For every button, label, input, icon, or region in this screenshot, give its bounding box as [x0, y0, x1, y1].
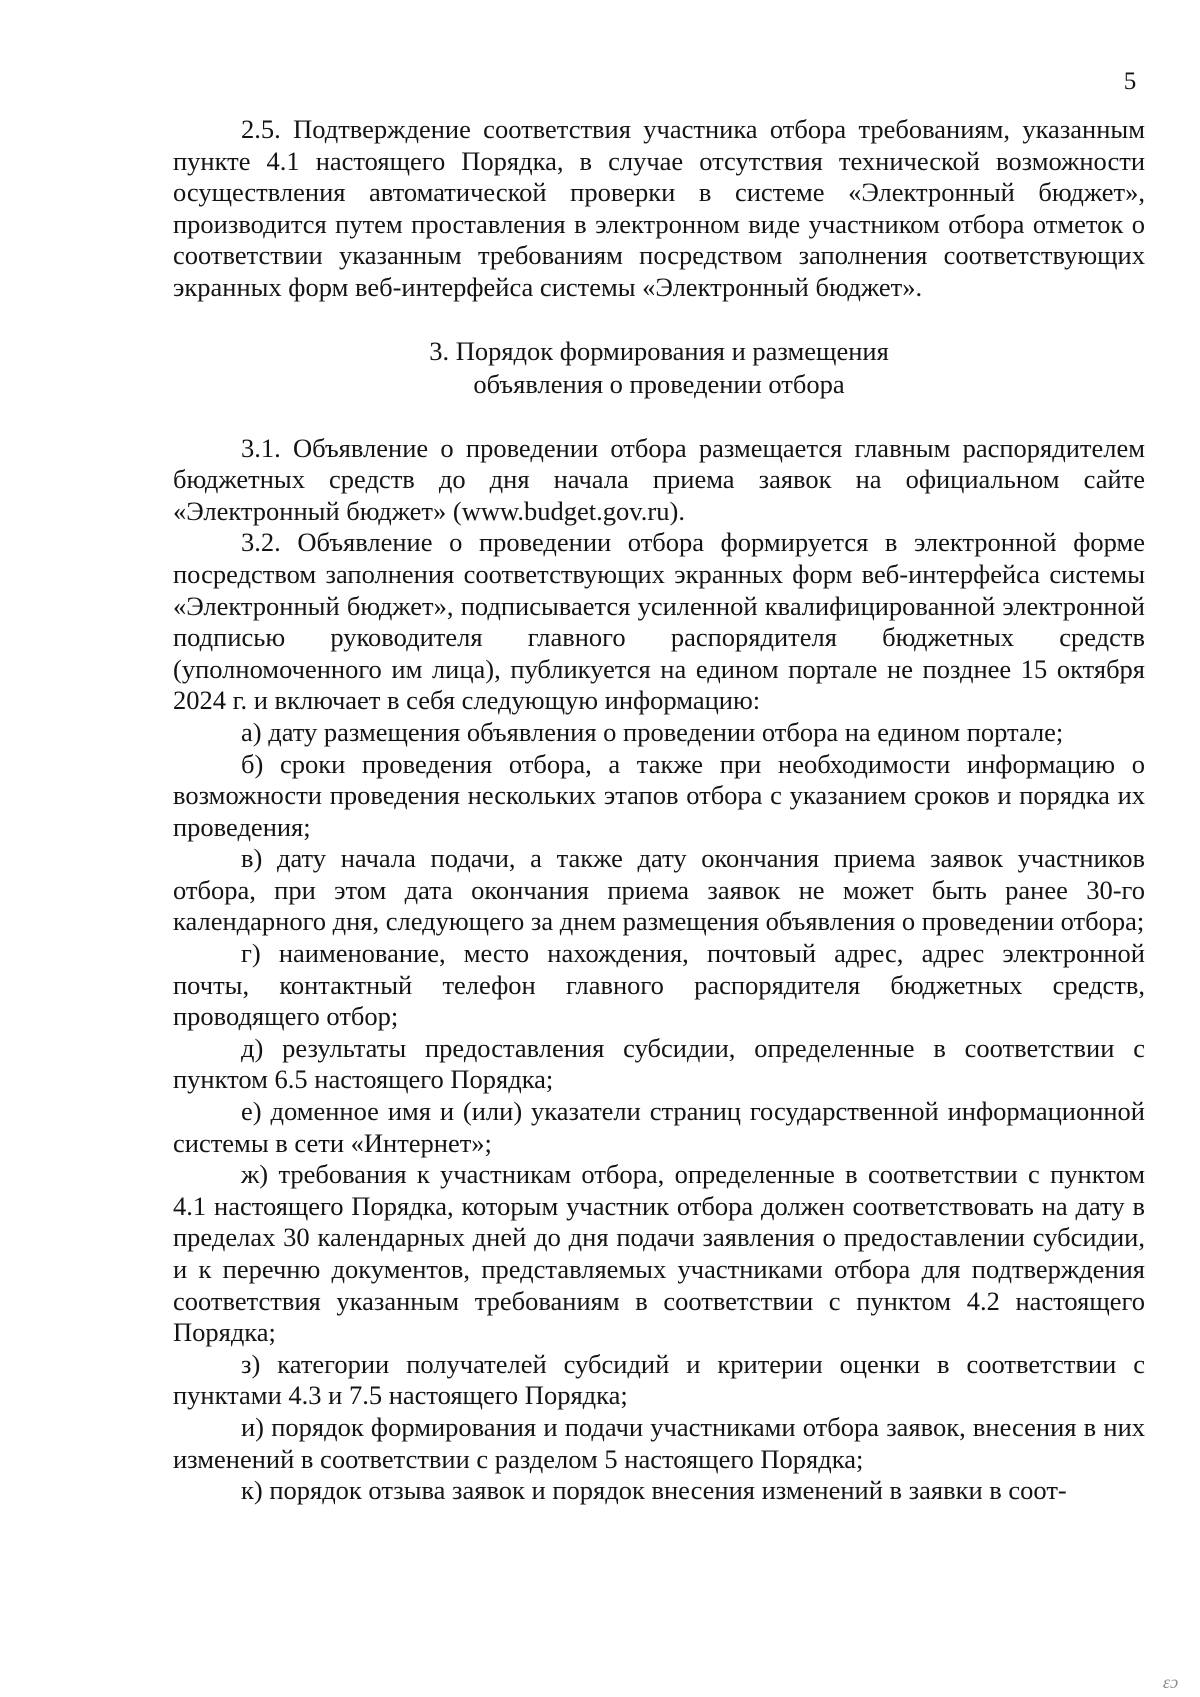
section-heading-line-1: 3. Порядок формирования и размещения	[429, 335, 889, 366]
list-item-k: к) порядок отзыва заявок и порядок внесения изменений в заявки в соот-	[241, 1475, 1067, 1506]
section-heading-line-2: объявления о проведении отбора	[473, 368, 845, 399]
list-item-e: е) доменное имя и (или) указатели страниц государственной информационной системы в сети «Интернет»;	[173, 1096, 1145, 1158]
paragraph-2-5: 2.5. Подтверждение соответствия участника отбора требованиям, указанным пункте 4.1 настоящего Порядка, в случае отсутствия технической возможности осуществления автоматической проверки в системе «Электронный бюджет», производится путем проставления в электронном виде участником отбора отметок о соответствии указанным требованиям посредством заполнения соответствующих экранных форм веб-интерфейса системы «Электронный бюджет».	[173, 114, 1145, 302]
list-item-b: б) сроки проведения отбора, а также при необходимости информацию о возможности проведения нескольких этапов отбора с указанием сроков и порядка их проведения;	[173, 748, 1145, 842]
paragraph-3-2: 3.2. Объявление о проведении отбора формируется в электронной форме посредством заполнения соответствующих экранных форм веб-интерфейса системы «Электронный бюджет», подписывается усиленной квалифицированной электронной подписью руководителя главного распорядителя бюджетных средств (уполномоченного им лица), публикуется на едином портале не позднее 15 октября 2024 г. и включает в себя следующую информацию:	[173, 527, 1145, 716]
list-item-z: з) категории получателей субсидий и критерии оценки в соответствии с пунктами 4.3 и 7.5 настоящего Порядка;	[173, 1348, 1145, 1411]
section-heading	[173, 335, 1145, 401]
list-item-i: и) порядок формирования и подачи участниками отбора заявок, внесения в них изменений в соответствии с разделом 5 настоящего Порядка;	[173, 1411, 1145, 1474]
paragraph-3-1: 3.1. Объявление о проведении отбора размещается главным распорядителем бюджетных средств до дня начала приема заявок на официальном сайте «Электронный бюджет» (www.budget.gov.ru).	[173, 432, 1145, 526]
scan-corner-mark: ɛɔ	[1163, 1672, 1179, 1692]
list-item-a: а) дату размещения объявления о проведении отбора на едином портале;	[241, 716, 1064, 747]
list-item-v: в) дату начала подачи, а также дату окончания приема заявок участников отбора, при этом дата окончания приема заявок не может быть ранее 30-го календарного дня, следующего за днем размещения объявления о проведении отбора;	[173, 843, 1145, 937]
list-item-zh: ж) требования к участникам отбора, определенные в соответствии с пунктом 4.1 настоящего Порядка, которым участник отбора должен соответствовать на дату в пределах 30 календарных дней до дня подачи заявления о предоставлении субсидии, и к перечню документов, представляемых участниками отбора для подтверждения соответствия указанным требованиям в соответствии с пунктом 4.2 настоящего Порядка;	[173, 1159, 1145, 1348]
list-item-g: г) наименование, место нахождения, почтовый адрес, адрес электронной почты, контактный телефон главного распорядителя бюджетных средств, проводящего отбор;	[173, 938, 1145, 1032]
list-item-d: д) результаты предоставления субсидии, определенные в соответствии с пунктом 6.5 настоящего Порядка;	[173, 1032, 1145, 1095]
page-number: 5	[1123, 68, 1137, 95]
document-body	[173, 114, 1145, 1507]
